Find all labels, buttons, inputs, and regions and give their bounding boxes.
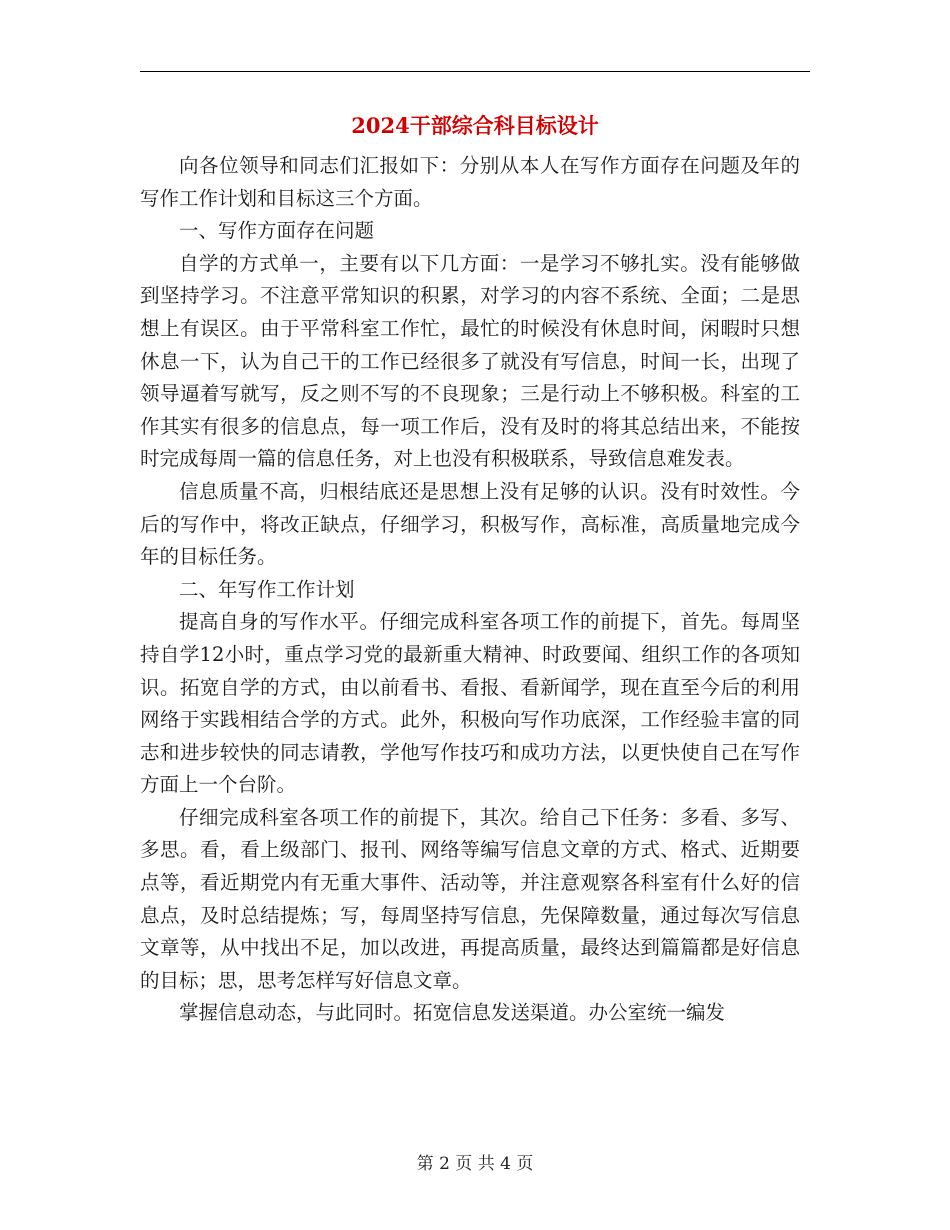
- section-heading-problems: 一、写作方面存在问题: [179, 219, 375, 243]
- paragraph-intro: 向各位领导和同志们汇报如下：分别从本人在写作方面存在问题及年的写作工作计划和目标这三个方面。: [140, 154, 800, 210]
- paragraph-plan-second: 仔细完成科室各项工作的前提下，其次。给自己下任务：多看、多写、多思。看，看上级部门、报刊、网络等编写信息文章的方式、格式、近期要点等，看近期党内有无重大事件、活动等，并注意观察各科室有什么好的信息点，及时总结提炼；写，每周坚持写信息，先保障数量，通过每次写信息文章等，从中找出不足，加以改进，再提高质量，最终达到篇篇都是好信息的目标；思，思考怎样写好信息文章。: [140, 805, 800, 992]
- page-number: 第 2 页 共 4 页: [416, 1154, 534, 1174]
- paragraph-plan-first: 提高自身的写作水平。仔细完成科室各项工作的前提下，首先。每周坚持自学12小时，重点学习党的最新重大精神、时政要闻、组织工作的各项知识。拓宽自学的方式，由以前看书、看报、看新闻学，现在直至今后的利用网络于实践相结合学的方式。此外，积极向写作功底深，工作经验丰富的同志和进步较快的同志请教，学他写作技巧和成功方法，以更快使自己在写作方面上一个台阶。: [140, 610, 800, 797]
- document-title: 2024干部综合科目标设计: [351, 113, 599, 138]
- paragraph-plan-third: 掌握信息动态，与此同时。拓宽信息发送渠道。办公室统一编发: [179, 1001, 726, 1025]
- paragraph-problems-detail: 自学的方式单一，主要有以下几方面：一是学习不够扎实。没有能够做到坚持学习。不注意平常知识的积累，对学习的内容不系统、全面；二是思想上有误区。由于平常科室工作忙，最忙的时候没有休息时间，闲暇时只想休息一下，认为自己干的工作已经很多了就没有写信息，时间一长，出现了领导逼着写就写，反之则不写的不良现象；三是行动上不够积极。科室的工作其实有很多的信息点，每一项工作后，没有及时的将其总结出来，不能按时完成每周一篇的信息任务，对上也没有积极联系，导致信息难发表。: [140, 251, 800, 471]
- document-body: [140, 150, 800, 1030]
- section-heading-plan: 二、年写作工作计划: [179, 577, 355, 601]
- paragraph-quality: 信息质量不高，归根结底还是思想上没有足够的认识。没有时效性。今后的写作中，将改正缺点，仔细学习，积极写作，高标准，高质量地完成今年的目标任务。: [140, 479, 800, 569]
- header-rule: [140, 71, 810, 72]
